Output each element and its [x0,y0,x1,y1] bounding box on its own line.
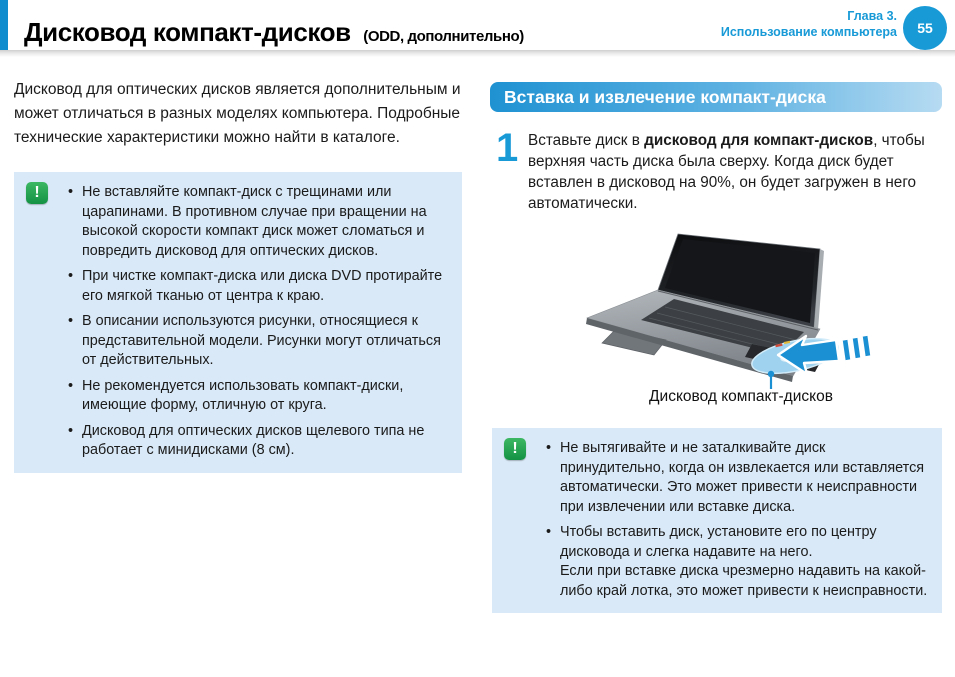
arrow-stripe [852,337,861,359]
list-item [68,183,448,261]
chapter-line2: Использование компьютера [720,24,897,39]
bullet-marker: • [68,184,74,200]
caution-list-left [68,183,448,461]
warning-icon: ! [504,438,526,460]
right-column [490,0,942,677]
left-accent-strip [0,0,8,53]
step-text-prefix: Вставьте диск в [528,132,645,149]
chapter-line1: Глава 3. [847,9,897,23]
caution-list-right [546,439,928,601]
caution-text: Не вытягивайте и не заталкивайте диск принудительно, когда он извлекается или вставляется автоматически. Это может привести к неисправности при извлечении или вставке диска. [560,440,925,515]
step-1 [496,126,942,214]
bullet-marker: • [68,377,74,394]
page-number: 55 [917,20,933,36]
page-title-main: Дисковод компакт-дисков [24,17,351,47]
caution-text: Не рекомендуется использовать компакт-диски, имеющие форму, отличную от круга. [82,377,404,413]
caution-text: В описании используются рисунки, относящиеся к представительной модели. Рисунки могут отличаться от действительных. [82,313,441,368]
caution-text: Чтобы вставить диск, установите его по центру дисковода и слегка надавите на него. [560,524,877,560]
arrow-stripe [842,339,851,361]
caution-box-left [14,172,462,473]
step-text-bold: дисковод для компакт-дисков [644,132,874,149]
caution-text: Если при вставке диска чрезмерно надавить на какой-либо край лотка, это может привести к неисправности. [560,563,928,599]
caution-text: Не вставляйте компакт-диск с трещинами или царапинами. В противном случае при вращении на высокой скорости компакт диск может сломаться и повредить дисковод для оптических дисков. [82,184,427,259]
bullet-marker: • [546,440,552,456]
laptop-figure [490,228,942,390]
bullet-marker: • [68,422,74,439]
caution-text: Дисковод для оптических дисков щелевого типа не работает с минидисками (8 см). [82,422,425,458]
arrow-stripe [862,335,871,357]
list-item [68,422,448,461]
list-item [546,523,928,601]
page-title-suffix: (ODD, дополнительно) [363,28,524,45]
step-number: 1 [496,126,519,170]
caution-text: При чистке компакт-диска или диска DVD протирайте его мягкой тканью от центра к краю. [82,268,443,304]
list-item [68,267,448,306]
bullet-marker: • [68,268,74,284]
warning-icon: ! [26,182,48,204]
intro-paragraph: Дисковод для оптических дисков является дополнительным и может отличаться в разных моделях компьютера. Подробные технические характеристики можно найти в каталоге. [14,81,461,146]
bullet-marker: • [546,524,552,540]
bullet-marker: • [68,313,74,329]
step-text-suffix: , чтобы верхняя часть диска была сверху. Когда диск будет вставлен в дисковод на 90%, он будет загружен в него автоматически. [528,132,925,212]
list-item [68,312,448,371]
laptop-illustration [490,228,942,390]
list-item [68,377,448,416]
list-item [546,439,928,517]
caution-box-right [492,428,942,613]
section-header: Вставка и извлечение компакт-диска [490,82,942,112]
step-text [528,130,942,214]
figure-caption: Дисковод компакт-дисков [649,388,833,405]
left-column [14,0,462,677]
